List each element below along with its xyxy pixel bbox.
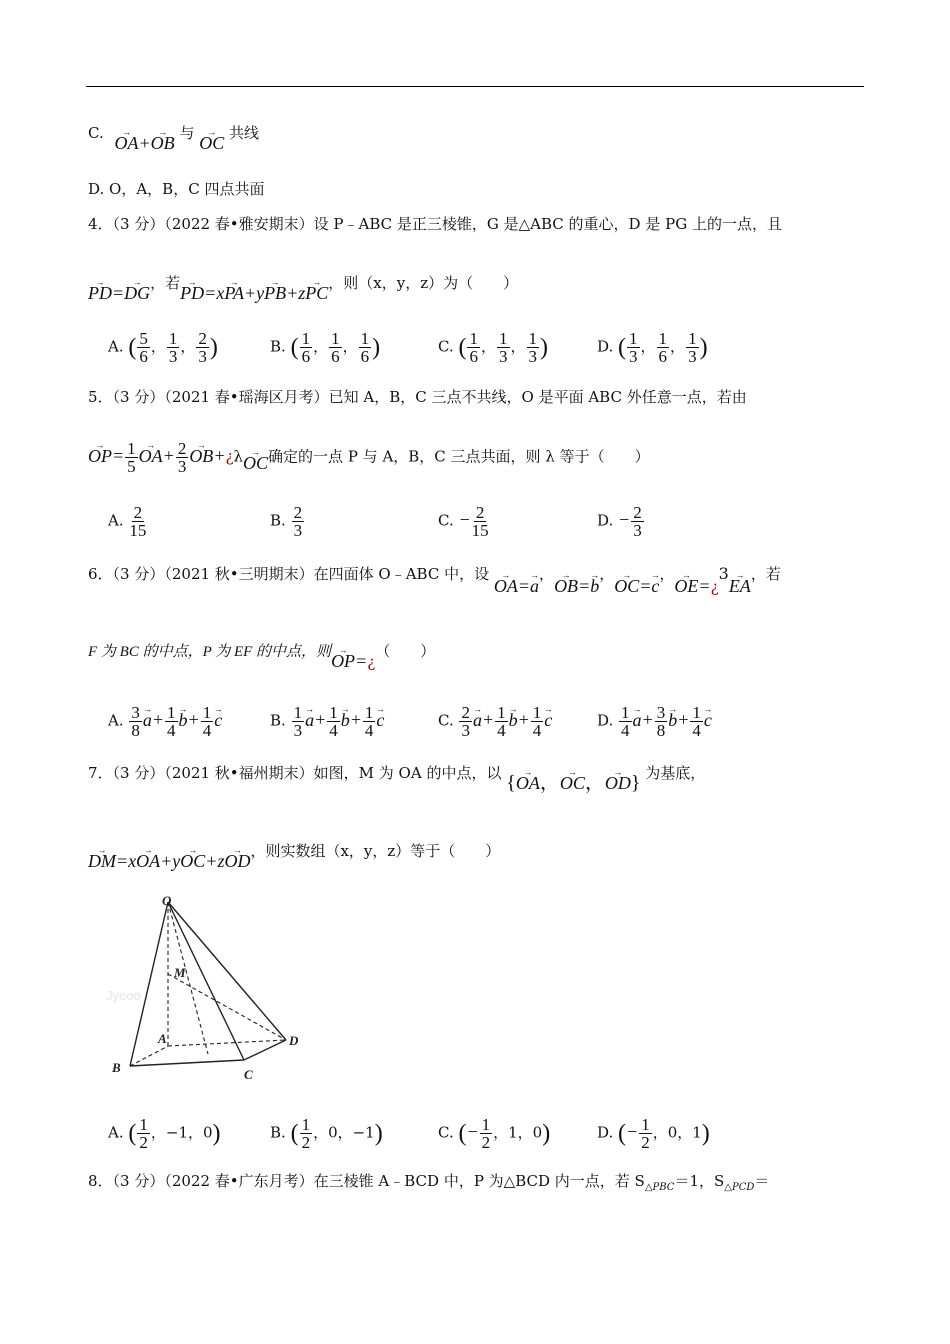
edge-ab xyxy=(130,1046,168,1066)
label-b: B xyxy=(112,1060,121,1075)
label-d: D xyxy=(289,1033,299,1048)
label-c: C xyxy=(244,1067,253,1082)
q6-option-a[interactable]: A. $\frac{3}{8}$ → a+ $\frac{1}{4}$ → b+ $\frac{1}{4}$ → c xyxy=(108,704,222,739)
edge-oc xyxy=(168,902,244,1060)
q6-option-d[interactable]: D. $\frac{1}{4}$ → a+ $\frac{3}{8}$ → b+ $\frac{1}{4}$ → c xyxy=(597,704,712,739)
question-4-condition: → PD=→ DG，若→ PD=x→ PA+y→ PB+z→ PC，则（x，y，z）为（ ） xyxy=(88,272,518,305)
edge-ad xyxy=(168,1040,286,1046)
question-5-condition: → OP= $\frac{1}{5}$ → OA+ $\frac{2}{3}$ → OB+¿λ→ OC确定的一点 P 与 A，B，C 三点共面，则 λ 等于（ ） xyxy=(88,440,650,475)
q4-option-d[interactable]: D. ( $\frac{1}{3}$ ， $\frac{1}{6}$ ， $\frac{1}{3}$ ) xyxy=(597,329,708,366)
edge-cd xyxy=(244,1040,286,1060)
q4-option-c[interactable]: C. ( $\frac{1}{6}$ ， $\frac{1}{3}$ ， $\frac{1}{3}$ ) xyxy=(438,329,549,366)
q7-option-d[interactable]: D. (− $\frac{1}{2}$ ，0，1) xyxy=(597,1115,710,1152)
pyramid-diagram xyxy=(104,890,314,1090)
q6-option-b[interactable]: B. $\frac{1}{3}$ → a+ $\frac{1}{4}$ → b+ $\frac{1}{4}$ → c xyxy=(270,704,384,739)
label-a: A xyxy=(158,1031,167,1046)
segment-md xyxy=(168,974,286,1040)
question-6-line2: F 为 BC 的中点，P 为 EF 的中点，则→ OP=¿（ ） xyxy=(88,640,435,673)
label-m: M xyxy=(174,965,186,980)
watermark: Jyeoo xyxy=(106,988,141,1003)
q3-option-d: D. O，A，B，C 四点共面 xyxy=(88,180,265,198)
question-8: 8．（3 分）（2022 春•广东月考）在三棱锥 A﹣BCD 中，P 为△BCD 内一点，若 $S_{\triangle PBC}=1$，$S_{\triangle PCD}=$ xyxy=(88,1172,770,1193)
question-7-condition: → DM=x→ OA+y→ OC+z→ OD，则实数组（x，y，z）等于（ ） xyxy=(88,840,500,873)
question-4: 4．（3 分）（2022 春•雅安期末）设 P﹣ABC 是正三棱锥，G 是△ABC 的重心，D 是 PG 上的一点，且 xyxy=(88,215,782,233)
q5-option-c[interactable]: C. − $\frac{2}{15}$ xyxy=(438,503,489,540)
q7-option-b[interactable]: B. ( $\frac{1}{2}$ ，0，−1) xyxy=(270,1115,383,1152)
header-rule xyxy=(86,86,864,87)
q7-option-c[interactable]: C. (− $\frac{1}{2}$ ，1，0) xyxy=(438,1115,551,1152)
edge-bc xyxy=(130,1060,244,1066)
q5-option-b[interactable]: B. $\frac{2}{3}$ xyxy=(270,503,303,540)
q5-option-d[interactable]: D. − $\frac{2}{3}$ xyxy=(597,503,642,540)
q5-option-a[interactable]: A. $\frac{2}{15}$ xyxy=(108,503,147,540)
question-5: 5．（3 分）（2021 春•瑶海区月考）已知 A，B，C 三点不共线，O 是平面 ABC 外任意一点，若由 xyxy=(88,388,747,406)
q4-option-b[interactable]: B. ( $\frac{1}{6}$ ， $\frac{1}{6}$ ， $\frac{1}{6}$ ) xyxy=(270,329,381,366)
q4-option-a[interactable]: A. ( $\frac{5}{6}$ ， $\frac{1}{3}$ ， $\frac{2}{3}$ ) xyxy=(108,329,218,366)
label-o: O xyxy=(162,893,172,908)
q7-option-a[interactable]: A. ( $\frac{1}{2}$ ，−1，0) xyxy=(108,1115,221,1152)
question-6: 6．（3 分）（2021 秋•三明期末）在四面体 O﹣ABC 中，设 → OA=→ a，→ OB=→ b，→ OC=→ c，→ OE=¿3→ EA，若 xyxy=(88,563,781,598)
q3-option-c: C. → OA+→ OB 与 → OC 共线 xyxy=(88,122,259,155)
q6-option-c[interactable]: C. $\frac{2}{3}$ → a+ $\frac{1}{4}$ → b+ $\frac{1}{4}$ → c xyxy=(438,704,552,739)
question-7: 7．（3 分）（2021 秋•福州期末）如图，M 为 OA 的中点，以 {→ OA，→ OC，→ OD} 为基底， xyxy=(88,762,705,794)
